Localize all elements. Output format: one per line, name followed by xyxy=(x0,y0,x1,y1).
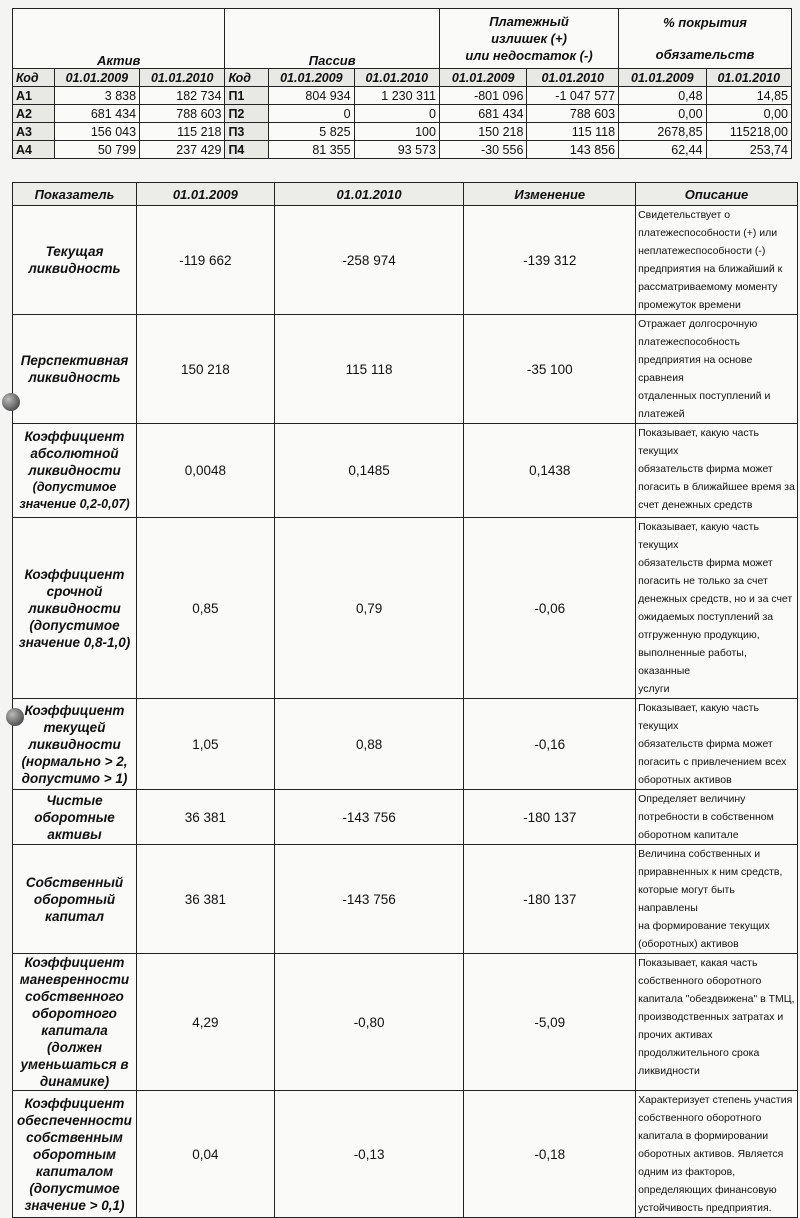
table-cell: 2678,85 xyxy=(619,123,706,141)
description-line: ожидаемых поступлений за xyxy=(638,611,774,623)
table-cell: 150 218 xyxy=(439,123,526,141)
binder-hole-icon xyxy=(2,393,20,411)
indicator-name-line: оборотного xyxy=(32,1006,117,1021)
indicator-name xyxy=(13,1091,137,1218)
indicator-name xyxy=(13,845,137,954)
indicator-name-line: (нормально > 2, xyxy=(21,753,128,769)
indicator-name-line: значение > 0,1) xyxy=(24,1197,125,1213)
indicator-description xyxy=(636,699,798,790)
period-value: -143 756 xyxy=(274,845,464,954)
period-value: -258 974 xyxy=(274,206,464,315)
description-line: промежуток времени xyxy=(638,299,741,311)
description-line: отдаленных поступлений и xyxy=(638,390,771,402)
change-value: -0,16 xyxy=(464,699,636,790)
indicator-name-line: срочной xyxy=(46,583,103,599)
indicator-norm-line: (допустимое xyxy=(32,480,117,494)
period-value: 0,79 xyxy=(274,518,464,699)
table-cell: 62,44 xyxy=(619,141,706,159)
description-line: Показывает, какую часть текущих xyxy=(638,427,759,457)
table-cell: 5 825 xyxy=(269,123,354,141)
column-header: 01.01.2010 xyxy=(274,183,464,206)
balance-liquidity-table xyxy=(12,8,792,159)
table-cell: 50 799 xyxy=(54,141,139,159)
description-line: приравненных к ним средств, xyxy=(638,866,783,878)
indicator-name-line: Коэффициент xyxy=(24,702,125,718)
table-cell: 143 856 xyxy=(527,141,619,159)
table-cell: 14,85 xyxy=(706,87,791,105)
table-cell: 1 230 311 xyxy=(354,87,439,105)
description-line: Отражает долгосрочную xyxy=(638,318,758,330)
period-value: 4,29 xyxy=(136,954,274,1091)
period-value: 0,1485 xyxy=(274,424,464,518)
coverage-header: % покрытия обязательств xyxy=(619,9,792,69)
indicator-name-line: Текущая xyxy=(45,244,104,259)
table-cell: 3 838 xyxy=(54,87,139,105)
indicator-description xyxy=(636,206,798,315)
indicator-name-line: ликвидность xyxy=(28,261,121,276)
table-cell: 100 xyxy=(354,123,439,141)
indicator-name-line: оборотный xyxy=(33,891,116,907)
table-row xyxy=(13,105,792,123)
table-cell: 156 043 xyxy=(54,123,139,141)
indicator-name xyxy=(13,424,137,518)
table-cell: 0 xyxy=(269,105,354,123)
description-line: на формирование текущих xyxy=(638,920,770,932)
period-value: -0,80 xyxy=(274,954,464,1091)
indicator-name-line: капитала (должен xyxy=(41,1023,108,1055)
table-cell: 0,48 xyxy=(619,87,706,105)
table-cell: 93 573 xyxy=(354,141,439,159)
row-code: А2 xyxy=(13,105,55,123)
description-line: собственного оборотного xyxy=(638,975,762,987)
table-cell: 0 xyxy=(354,105,439,123)
description-line: погасить не только за счет xyxy=(638,575,768,587)
table-row xyxy=(13,954,798,1091)
table-row xyxy=(13,845,798,954)
row-code: П1 xyxy=(225,87,269,105)
change-value: -5,09 xyxy=(464,954,636,1091)
description-line: предприятия на ближайший к xyxy=(638,263,783,275)
description-line: прочих активах xyxy=(638,1029,713,1041)
table-row xyxy=(13,141,792,159)
passiv-header: Пассив xyxy=(225,9,440,69)
row-code: П2 xyxy=(225,105,269,123)
indicator-description xyxy=(636,518,798,699)
table-cell: 681 434 xyxy=(54,105,139,123)
period-value: 150 218 xyxy=(136,315,274,424)
description-line: рассматриваемому моменту xyxy=(638,281,778,293)
row-code: П3 xyxy=(225,123,269,141)
table-row xyxy=(13,87,792,105)
table-row xyxy=(13,699,798,790)
description-line: денежных средств, но и за счет xyxy=(638,593,793,605)
description-line: обязательств фирма может xyxy=(638,463,773,475)
indicator-name-line: Коэффициент xyxy=(24,955,125,970)
table-cell: 681 434 xyxy=(439,105,526,123)
table-cell: 81 355 xyxy=(269,141,354,159)
date-column-header: 01.01.2009 xyxy=(439,69,526,87)
description-line: погасить в ближайшее время за xyxy=(638,481,795,493)
period-value: 1,05 xyxy=(136,699,274,790)
table-cell: 788 603 xyxy=(140,105,225,123)
row-code: П4 xyxy=(225,141,269,159)
date-header-row xyxy=(13,69,792,87)
indicator-name-line: ликвидности xyxy=(28,736,121,752)
description-line: неплатежеспособности (-) xyxy=(638,245,766,257)
indicator-name-line: допустимо > 1) xyxy=(21,770,128,786)
column-header: Изменение xyxy=(464,183,636,206)
description-line: (оборотных) активов xyxy=(638,938,739,950)
period-value: 0,04 xyxy=(136,1091,274,1218)
row-code: А3 xyxy=(13,123,55,141)
indicator-description xyxy=(636,315,798,424)
indicator-name-line: Коэффициент xyxy=(24,566,125,582)
table-cell: 804 934 xyxy=(269,87,354,105)
column-header: Описание xyxy=(636,183,798,206)
description-line: платежеспособности (+) или xyxy=(638,227,778,239)
period-value: 115 118 xyxy=(274,315,464,424)
table-row xyxy=(13,1091,798,1218)
description-line: оборотных активов xyxy=(638,774,732,786)
change-value: -35 100 xyxy=(464,315,636,424)
indicator-name xyxy=(13,699,137,790)
table-cell: -801 096 xyxy=(439,87,526,105)
description-line: ликвидности xyxy=(638,1065,700,1077)
table-cell: -30 556 xyxy=(439,141,526,159)
period-value: -119 662 xyxy=(136,206,274,315)
indicator-name xyxy=(13,790,137,845)
indicator-name-line: капитал xyxy=(44,908,105,924)
table-cell: 115 118 xyxy=(527,123,619,141)
indicator-name-line: текущей xyxy=(43,719,106,735)
indicator-name-line: Перспективная xyxy=(20,353,129,368)
table-cell: 0,00 xyxy=(706,105,791,123)
aktiv-header: Актив xyxy=(13,9,225,69)
change-value: -139 312 xyxy=(464,206,636,315)
date-column-header: 01.01.2009 xyxy=(54,69,139,87)
change-value: -0,06 xyxy=(464,518,636,699)
table-row xyxy=(13,790,798,845)
column-header: Показатель xyxy=(13,183,137,206)
description-line: Величина собственных и xyxy=(638,848,761,860)
indicator-name-line: оборотные xyxy=(34,809,115,825)
period-value: 36 381 xyxy=(136,790,274,845)
date-column-header: 01.01.2010 xyxy=(706,69,791,87)
description-line: Характеризует степень участия xyxy=(638,1094,793,1106)
row-code: А4 xyxy=(13,141,55,159)
column-header: 01.01.2009 xyxy=(136,183,274,206)
description-line: Показывает, какую часть текущих xyxy=(638,702,759,732)
period-value: -0,13 xyxy=(274,1091,464,1218)
description-line: оборотных активов. Является xyxy=(638,1148,784,1160)
table-cell: 253,74 xyxy=(706,141,791,159)
change-value: -180 137 xyxy=(464,790,636,845)
description-line: обязательств фирма может xyxy=(638,557,773,569)
table-cell: 115 218 xyxy=(140,123,225,141)
indicator-name-line: Чистые xyxy=(46,792,103,808)
period-value: 0,0048 xyxy=(136,424,274,518)
description-line: собственного оборотного xyxy=(638,1112,762,1124)
indicator-description xyxy=(636,790,798,845)
table-cell: 182 734 xyxy=(140,87,225,105)
period-value: 0,88 xyxy=(274,699,464,790)
indicator-name-line: Собственный xyxy=(25,874,124,890)
period-value: -143 756 xyxy=(274,790,464,845)
indicator-name-line: оборотным xyxy=(32,1146,116,1162)
indicator-name-line: значение 0,8-1,0) xyxy=(18,634,131,650)
indicator-name-line: капиталом xyxy=(35,1163,114,1179)
description-line: производственных затратах и xyxy=(638,1011,784,1023)
table-row xyxy=(13,315,798,424)
table-cell: 788 603 xyxy=(527,105,619,123)
indicator-name-line: динамике) xyxy=(39,1074,110,1089)
date-column-header: 01.01.2009 xyxy=(619,69,706,87)
table-cell: 0,00 xyxy=(619,105,706,123)
description-line: которые могут быть направлены xyxy=(638,884,735,914)
description-line: продолжительного срока xyxy=(638,1047,760,1059)
row-code: А1 xyxy=(13,87,55,105)
description-line: определяющих финансовую xyxy=(638,1184,777,1196)
description-line: погасить с привлечением всех xyxy=(638,756,787,768)
indicator-norm-line: значение 0,2-0,07) xyxy=(19,497,130,511)
indicators-header-row xyxy=(13,183,798,206)
indicator-description xyxy=(636,845,798,954)
date-column-header: 01.01.2010 xyxy=(140,69,225,87)
table-row xyxy=(13,206,798,315)
table-row xyxy=(13,424,798,518)
change-value: -180 137 xyxy=(464,845,636,954)
indicator-name-line: ликвидности xyxy=(28,600,121,616)
indicator-name-line: ликвидности xyxy=(28,463,121,478)
description-line: отгруженную продукцию, xyxy=(638,629,760,641)
indicator-name-line: обеспеченности xyxy=(17,1112,132,1128)
indicator-name xyxy=(13,206,137,315)
description-line: потребности в собственном xyxy=(638,811,774,823)
indicator-name-line: уменьшаться в xyxy=(20,1057,129,1072)
indicator-name-line: собственным xyxy=(26,1129,123,1145)
description-line: услуги xyxy=(638,683,670,695)
indicator-name xyxy=(13,518,137,699)
date-column-header: 01.01.2009 xyxy=(269,69,354,87)
description-line: оборотном капитале xyxy=(638,829,739,841)
description-line: предприятия на основе сравнеия xyxy=(638,354,753,384)
description-line: счет денежных средств xyxy=(638,499,753,511)
period-value: 0,85 xyxy=(136,518,274,699)
indicator-description xyxy=(636,954,798,1091)
description-line: обязательств фирма может xyxy=(638,738,773,750)
indicator-name-line: активы xyxy=(47,826,102,842)
description-line: платежей xyxy=(638,408,685,420)
description-line: Показывает, какую часть текущих xyxy=(638,521,759,551)
description-line: выполненные работы, оказанные xyxy=(638,647,747,677)
indicator-name-line: (допустимое xyxy=(29,617,120,633)
indicator-name-line: (допустимое xyxy=(29,1180,120,1196)
indicator-name xyxy=(13,315,137,424)
description-line: Показывает, какая часть xyxy=(638,957,758,969)
indicator-name xyxy=(13,954,137,1091)
description-line: платежеспособность xyxy=(638,336,740,348)
description-line: устойчивость предприятия. xyxy=(638,1202,772,1214)
surplus-header: Платежный излишек (+) или недостаток (-) xyxy=(439,9,618,69)
description-line: одним из факторов, xyxy=(638,1166,736,1178)
description-line: капитала "обездвижена" в ТМЦ, xyxy=(638,993,795,1005)
date-column-header: 01.01.2010 xyxy=(354,69,439,87)
change-value: -0,18 xyxy=(464,1091,636,1218)
indicator-name-line: ликвидность xyxy=(28,370,121,385)
description-line: Определяет величину xyxy=(638,793,746,805)
table-row xyxy=(13,123,792,141)
code-column-header: Код xyxy=(225,69,269,87)
indicator-name-line: Коэффициент xyxy=(24,429,125,444)
code-column-header: Код xyxy=(13,69,55,87)
description-line: капитала в формировании xyxy=(638,1130,769,1142)
indicator-name-line: Коэффициент xyxy=(24,1095,125,1111)
table-cell: 237 429 xyxy=(140,141,225,159)
description-line: Свидетельствует о xyxy=(638,209,731,221)
period-value: 36 381 xyxy=(136,845,274,954)
indicator-description xyxy=(636,424,798,518)
liquidity-indicators-table xyxy=(12,182,798,1218)
table-cell: -1 047 577 xyxy=(527,87,619,105)
table-cell: 115218,00 xyxy=(706,123,791,141)
table-row xyxy=(13,518,798,699)
change-value: 0,1438 xyxy=(464,424,636,518)
date-column-header: 01.01.2010 xyxy=(527,69,619,87)
indicator-name-line: абсолютной xyxy=(30,446,119,461)
indicator-name-line: собственного xyxy=(25,989,124,1004)
binder-hole-icon xyxy=(6,708,24,726)
indicator-name-line: маневренности xyxy=(19,972,130,987)
indicator-description xyxy=(636,1091,798,1218)
